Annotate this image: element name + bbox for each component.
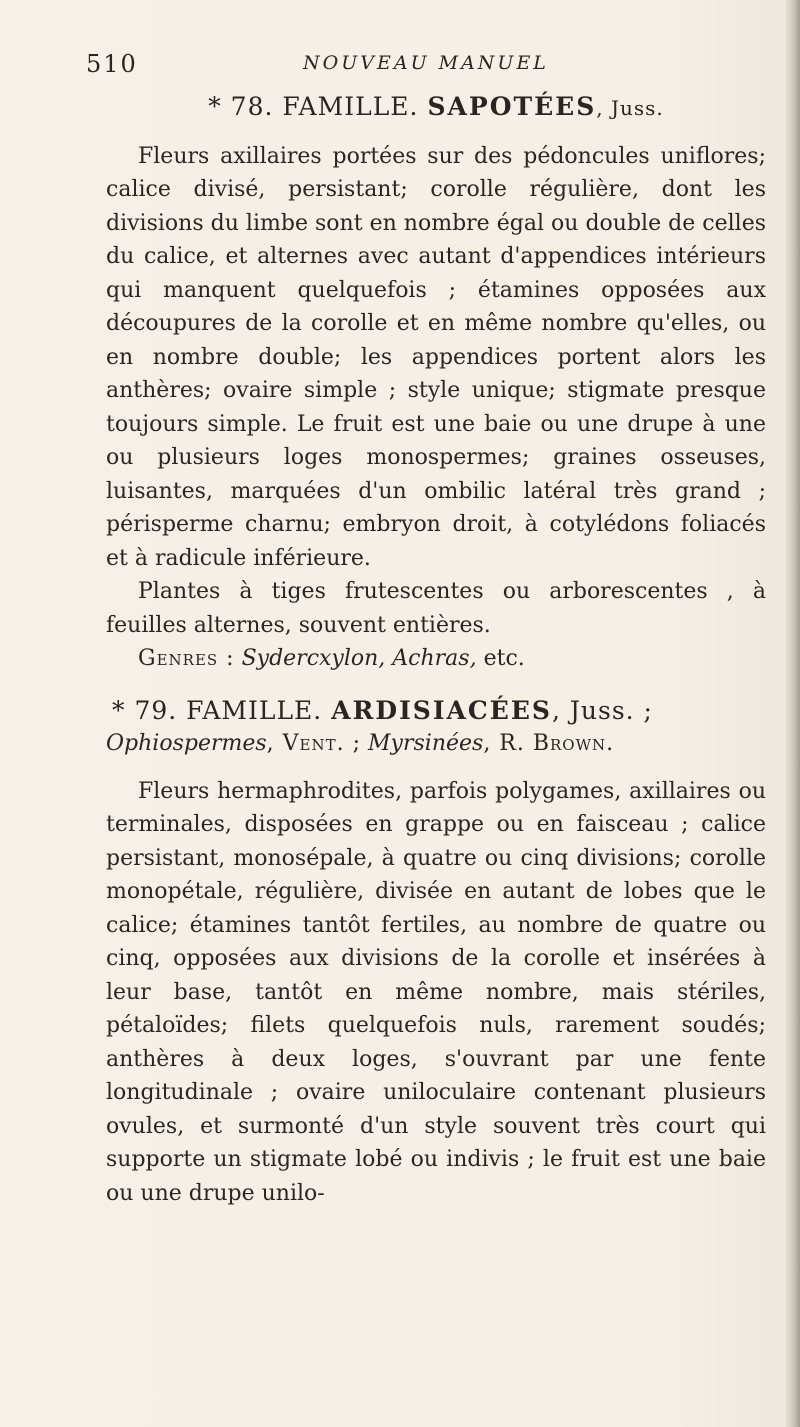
family-79-number: * 79. FAMILLE.: [112, 695, 323, 725]
page-edge: [786, 0, 800, 1427]
family-78-genres: [106, 642, 766, 676]
family-78-heading: [106, 90, 766, 126]
genres-etc: etc.: [483, 646, 525, 671]
family-78-name: SAPOTÉES: [427, 92, 597, 121]
family-79-synonyms: [106, 727, 766, 761]
family-78-number: * 78. FAMILLE.: [208, 92, 419, 121]
running-head: [86, 50, 766, 84]
genres-list: Sydercxylon, Achras,: [241, 646, 477, 671]
family-79-description: Fleurs hermaphrodites, parfois polygames, axillaires ou terminales, disposées en grappe ou en faisceau ; calice persistant, monosépale, à quatre ou cinq divisions; corolle monopétale, régulière, divisée en autant de lobes que le calice; étamines tantôt fertiles, au nombre de quatre ou cinq, opposées aux divisions de la corolle et insérées à leur base, tantôt en même nombre, mais stériles, pétaloïdes; filets quelquefois nuls, rarement soudés; anthères à deux loges, s'ouvrant par une fente longitudinale ; ovaire uniloculaire contenant plusieurs ovules, et surmonté d'un style souvent très court qui supporte un stigmate lobé ou indivis ; le fruit est une baie ou une drupe unilo-: [106, 778, 766, 1206]
page-number: 510: [86, 50, 138, 78]
synonym-2-author: , R. Brown.: [483, 731, 615, 756]
body-text: [106, 90, 766, 1210]
family-78-description: Fleurs axillaires portées sur des pédoncules uniflores; calice divisé, persistant; corolle régulière, dont les divisions du limbe sont en nombre égal ou double de celles du calice, et alternes avec autant d'appendices intérieurs qui manquent quelquefois ; étamines opposées aux découpures de la corolle et en même nombre qu'elles, ou en nombre double; les appendices portent alors les anthères; ovaire simple ; style unique; stigmate presque toujours simple. Le fruit est une baie ou une drupe à une ou plusieurs loges monospermes; graines osseuses, luisantes, marquées d'un ombilic latéral très grand ; périsperme charnu; embryon droit, à cotylédons foliacés et à radicule inférieure.: [106, 143, 766, 571]
synonym-1: Ophiospermes: [106, 731, 267, 756]
synonym-2: Myrsinées: [368, 731, 484, 756]
family-78-author: , Juss.: [596, 96, 664, 120]
family-79-heading: [106, 694, 766, 728]
family-78-plants: Plantes à tiges frutescentes ou arborescentes , à feuilles alternes, souvent entières.: [106, 579, 766, 638]
running-title: NOUVEAU MANUEL: [303, 52, 549, 74]
genres-label: Genres :: [138, 646, 235, 671]
synonym-1-author: , Vent. ;: [266, 731, 362, 756]
family-79-name: ARDISIACÉES: [331, 695, 552, 725]
family-79-author: , Juss. ;: [551, 695, 653, 725]
